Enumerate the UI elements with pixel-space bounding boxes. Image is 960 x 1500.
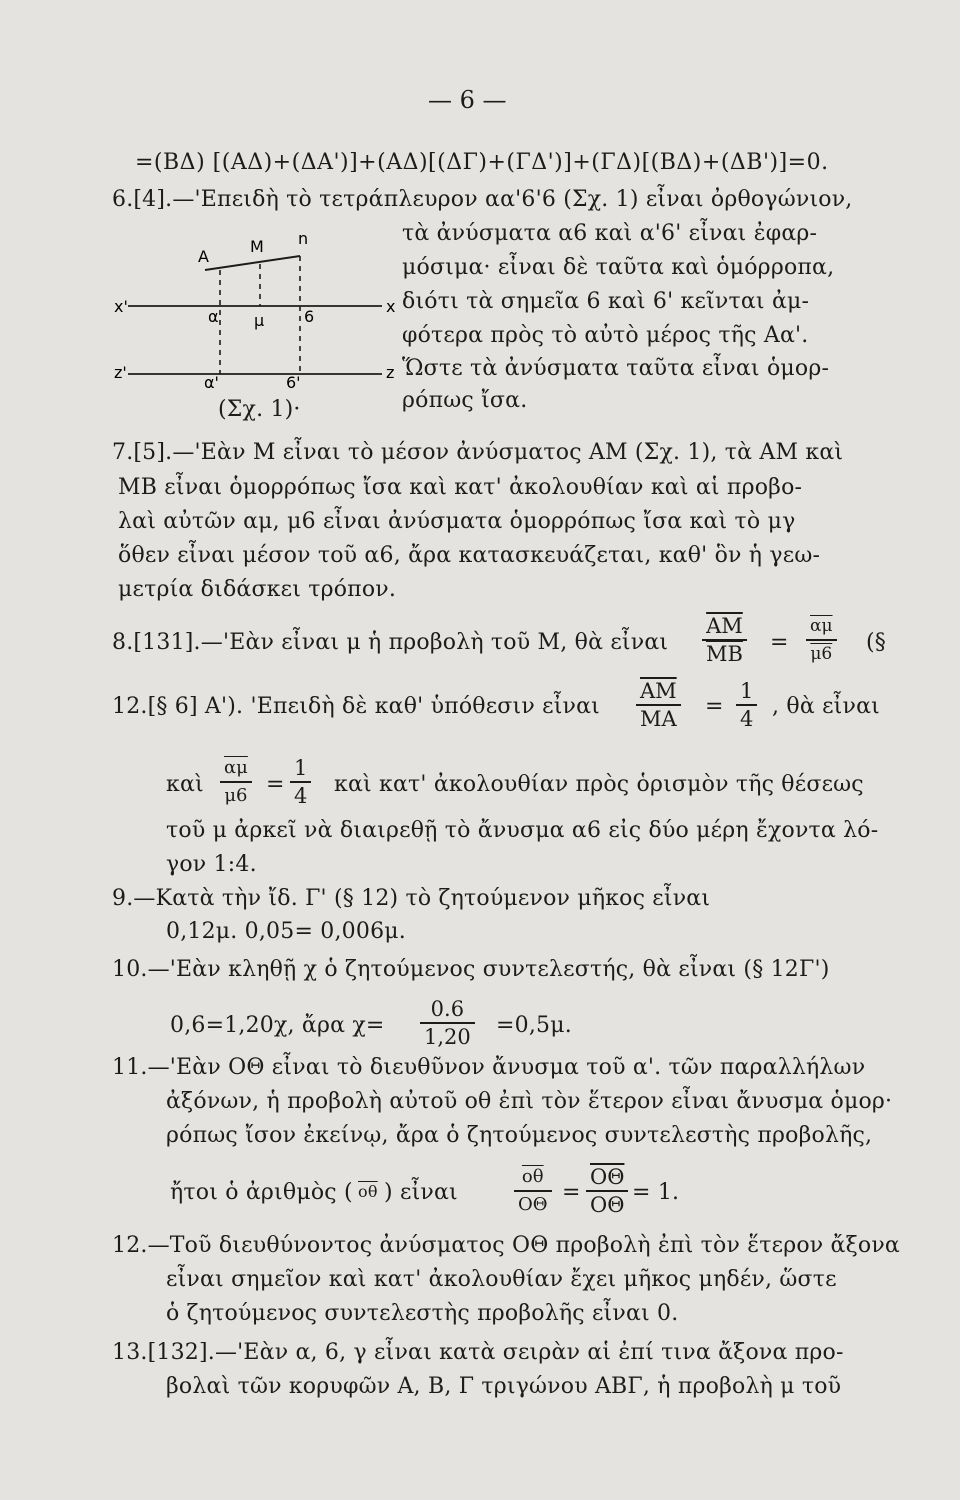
label-a-prime: α' [204,373,219,392]
s11-last-text-2: ) εἶναι [384,1180,458,1205]
s8-frac-2-num: $\overline{\alpha\mu}$ [806,613,837,641]
s11-frac-1-den: ΟΘ [518,1194,548,1215]
s12a-text: 12.[§ 6] Α'). 'Επειδὴ δὲ καθ' ὑπόθεσιν εἶναι [112,694,600,719]
s11-frac-2-num: $\overline{O\Theta}$ [586,1164,628,1192]
label-z-left: z' [114,363,127,382]
line-AM [205,256,300,270]
s8-frac-2-den: μ6 [810,644,833,664]
label-A: A [198,247,209,266]
s12a-frac-1-den: ΜΑ [640,707,677,731]
s9-line-1: 9.—Κατὰ τὴν ἴδ. Γ' (§ 12) τὸ ζητούμενον μῆκος εἶναι [112,886,711,911]
s12a-frac-2 [736,678,757,732]
s12b-frac-1-den: μ6 [224,785,248,806]
label-beta-prime: 6' [286,373,301,392]
s10-frac-num: 0.6 [420,996,475,1024]
label-n: n [298,229,309,248]
s6-line-2: μόσιμα· εἶναι δὲ ταῦτα καὶ ὁμόρροπα, [402,255,835,280]
s13-line-1: 13.[132].—'Εὰν α, 6, γ εἶναι κατὰ σειρὰν αἱ ἐπί τινα ἄξονα προ- [112,1340,844,1365]
s11-eq: = [562,1180,581,1205]
label-a: α [208,307,219,326]
s8-frac-1 [702,613,747,667]
s10-frac [420,996,475,1050]
s6-line-6: ρόπως ἴσα. [402,388,528,413]
s7-line-3: λαὶ αὐτῶν αμ, μ6 εἶναι ἀνύσματα ὁμορρόπως ἴσα καὶ τὸ μγ [118,509,796,534]
s7-line-5: μετρία διδάσκει τρόπον. [118,577,397,602]
s12b-text: καὶ κατ' ἀκολουθίαν πρὸς ὁρισμὸν τῆς θέσεως [334,772,864,797]
label-z-right: z [386,363,395,382]
label-x-left: x' [114,297,128,316]
s11-tail: = 1. [632,1180,680,1205]
label-x-right: x [386,297,396,316]
s12-line-2: εἶναι σημεῖον καὶ κατ' ἀκολουθίαν ἔχει μῆκος μηδέν, ὥστε [166,1267,837,1292]
s12b-line-3: γον 1:4. [166,852,257,877]
s12b-kai: καὶ [166,772,204,797]
s12b-frac-2-num: 1 [290,755,311,783]
s11-frac-2-den: ΟΘ [590,1193,625,1217]
s11-frac-2 [586,1164,628,1218]
label-mu: μ [254,311,265,330]
s6-line-1: τὰ ἀνύσματα α6 καὶ α'6' εἶναι ἐφαρ- [402,221,818,246]
s11-line-3: ρόπως ἴσον ἐκείνῳ, ἄρα ὁ ζητούμενος συντελεστὴς προβολῆς, [166,1123,873,1148]
s10-frac-den: 1,20 [424,1025,471,1049]
s12-line-1: 12.—Τοῦ διευθύνοντος ἀνύσματος ΟΘ προβολὴ ἐπὶ τὸν ἕτερον ἄξονα [112,1233,900,1258]
s12a-frac-2-den: 4 [740,707,754,731]
s6-line-5: Ὥστε τὰ ἀνύσματα ταῦτα εἶναι ὁμορ- [402,356,830,381]
s8-eq: = [770,630,789,655]
s12-line-3: ὁ ζητούμενος συντελεστὴς προβολῆς εἶναι 0. [166,1301,679,1326]
s11-line-2: ἀξόνων, ἡ προβολὴ αὐτοῦ οθ ἐπὶ τὸν ἕτερον εἶναι ἄνυσμα ὁμορ· [166,1089,893,1114]
s12a-frac-2-num: 1 [736,678,757,706]
s10-eq-left: 0,6=1,20χ, ἄρα χ= [170,1013,385,1038]
figure-1 [110,222,400,392]
s8-text: 8.[131].—'Εὰν εἶναι μ ἡ προβολὴ τοῦ Μ, θὰ εἶναι [112,630,669,655]
s13-line-2: βολαὶ τῶν κορυφῶν Α, Β, Γ τριγώνου ΑΒΓ, ἡ προβολὴ μ τοῦ [166,1374,842,1399]
s6-line-4: φότερα πρὸς τὸ αὐτὸ μέρος τῆς Αα'. [402,323,809,348]
s7-line-2: ΜΒ εἶναι ὁμορρόπως ἴσα καὶ κατ' ἀκολουθίαν καὶ αἱ προβο- [118,475,803,500]
s11-line-1: 11.—'Εὰν ΟΘ εἶναι τὸ διευθῦνον ἄνυσμα τοῦ α'. τῶν παραλλήλων [112,1055,866,1080]
s8-tail: (§ [866,630,886,655]
s11-frac-1 [514,1164,552,1218]
label-beta: 6 [304,307,315,326]
s7-line-4: ὅθεν εἶναι μέσον τοῦ α6, ἄρα κατασκευάζεται, καθ' ὃν ἡ γεω- [118,543,821,568]
s10-eq-right: =0,5μ. [496,1013,572,1038]
s12b-line-2: τοῦ μ ἀρκεῖ νὰ διαιρεθῇ τὸ ἄνυσμα α6 εἰς δύο μέρη ἔχοντα λό- [166,818,879,843]
s12b-frac-2-den: 4 [294,784,308,808]
s12a-tail: , θὰ εἶναι [772,694,880,719]
s12b-frac-1-num: $\overline{\alpha\mu}$ [220,755,252,783]
s8-frac-1-num: $\overline{AM}$ [702,613,747,641]
s7-line-1: 7.[5].—'Εὰν Μ εἶναι τὸ μέσον ἀνύσματος ΑΜ (Σχ. 1), τὰ ΑΜ καὶ [112,440,844,465]
s12b-frac-2 [290,755,311,809]
label-M: M [250,237,264,256]
s12a-eq: = [705,694,724,719]
s12b-frac-1 [220,755,252,809]
s12a-frac-1-num: $\overline{AM}$ [636,678,681,706]
s6-line-3: διότι τὰ σημεῖα 6 καὶ 6' κεῖνται ἀμ- [402,289,810,314]
s6-head: 6.[4].—'Επειδὴ τὸ τετράπλευρον αα'6'6 (Σχ. 1) εἶναι ὀρθογώνιον, [112,187,853,212]
s10-line-1: 10.—'Εὰν κληθῇ χ ὁ ζητούμενος συντελεστής, θὰ εἶναι (§ 12Γ') [112,957,830,982]
s12b-eq: = [266,772,285,797]
formula-top: =(ΒΔ) [(ΑΔ)+(ΔΑ')]+(ΑΔ)[(ΔΓ)+(ΓΔ')]+(ΓΔ)[(ΒΔ)+(ΔΒ')]=0. [135,150,829,175]
s11-paren-frac: $\overline{o\theta}$ [358,1182,378,1201]
page-number: — 6 — [428,86,507,114]
s12a-frac-1 [636,678,681,732]
s11-frac-1-num: $\overline{o\theta}$ [514,1164,552,1192]
s8-frac-2 [806,613,837,667]
s9-line-2: 0,12μ. 0,05= 0,006μ. [166,919,406,944]
figure-caption: (Σχ. 1)· [218,397,301,422]
s8-frac-1-den: ΜΒ [706,642,743,666]
s11-last-text: ἤτοι ὁ ἀριθμὸς ( [170,1180,353,1205]
